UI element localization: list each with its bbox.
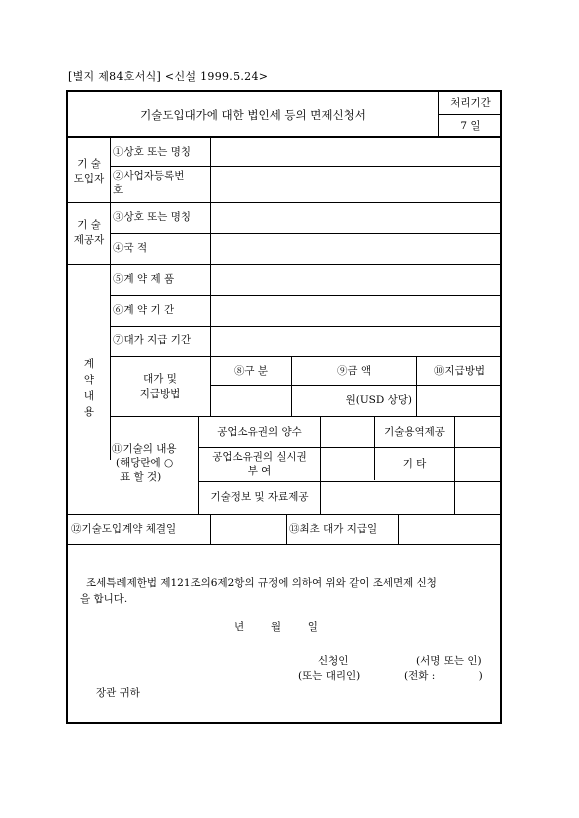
agent-label: (또는 대리인)	[298, 670, 361, 682]
tech-content-label: ⑪기술의 내용 (해당란에 ○ 표 할 것)	[112, 443, 177, 483]
form-title: 기술도입대가에 대한 법인세 등의 면제신청서	[140, 108, 366, 122]
tech-item-info-check[interactable]	[321, 482, 373, 513]
division-label: ⑧구 분	[233, 365, 269, 377]
tech-item-info-extra[interactable]	[455, 482, 502, 513]
amount-label: ⑨금 액	[336, 365, 372, 377]
contract-period-field[interactable]	[211, 296, 502, 325]
phone-label: (전화 : )	[404, 670, 483, 682]
contract-date-label: ⑫기술도입계약 체결일	[71, 523, 177, 535]
tech-item-service-check[interactable]	[455, 417, 502, 446]
application-form	[66, 90, 502, 724]
tech-item-transfer: 공업소유권의 양수	[217, 426, 302, 438]
contract-group-label: 계 약 내 용	[83, 358, 95, 418]
provider-name-field[interactable]	[211, 203, 502, 233]
introducer-name-field[interactable]	[211, 137, 502, 165]
declaration-text-1: 조세특례제한법 제121조의6제2항의 규정에 의하여 위와 같이 조세면제 신청	[86, 577, 437, 589]
first-payment-label: ⑬최초 대가 지급일	[289, 523, 378, 535]
tech-item-service: 기술용역제공	[384, 426, 445, 438]
processing-period-value: 7 일	[460, 120, 481, 132]
addressee-label: 장관 귀하	[96, 687, 140, 699]
date-line: 년 월 일	[234, 621, 318, 633]
contract-date-field[interactable]	[211, 515, 285, 543]
provider-country-field[interactable]	[211, 234, 502, 263]
contract-product-label: ⑤계 약 제 품	[113, 273, 175, 285]
tech-item-info: 기술정보 및 자료제공	[210, 491, 309, 503]
declaration-text-2: 을 합니다.	[80, 593, 128, 605]
tech-item-other-check[interactable]	[455, 448, 502, 480]
introducer-group-label: 기 술 도입자	[73, 158, 105, 185]
amount-currency-text[interactable]: 원(USD 상당)	[345, 394, 412, 406]
provider-country-label: ④국 적	[113, 242, 148, 254]
contract-product-field[interactable]	[211, 265, 502, 294]
tech-item-license-check[interactable]	[321, 448, 373, 480]
first-payment-field[interactable]	[399, 515, 502, 543]
introducer-regno-label: ②사업자등록번 호	[113, 170, 185, 196]
payment-method-label: 대가 및 지급방법	[139, 373, 181, 400]
signature-label: (서명 또는 인)	[416, 655, 482, 667]
tech-item-other: 기 타	[402, 458, 427, 470]
applicant-label: 신청인	[318, 655, 349, 667]
pay-period-field[interactable]	[211, 327, 502, 355]
tech-item-transfer-check[interactable]	[321, 417, 373, 446]
payment-method-col-label: ⑩지급방법	[433, 365, 486, 377]
introducer-name-label: ①상호 또는 명칭	[113, 146, 192, 158]
provider-group-label: 기 술 제공자	[73, 219, 105, 246]
payment-method-field[interactable]	[417, 386, 502, 415]
division-field[interactable]	[211, 386, 290, 415]
tech-item-license: 공업소유권의 실시권 부 여	[212, 451, 307, 477]
form-number-note: [별지 제84호서식] <신설 1999.5.24>	[68, 70, 269, 83]
introducer-regno-field[interactable]	[211, 167, 502, 201]
pay-period-label: ⑦대가 지급 기간	[113, 334, 192, 346]
processing-period-label: 처리기간	[450, 97, 491, 109]
contract-period-label: ⑥계 약 기 간	[113, 304, 175, 316]
provider-name-label: ③상호 또는 명칭	[113, 211, 192, 223]
